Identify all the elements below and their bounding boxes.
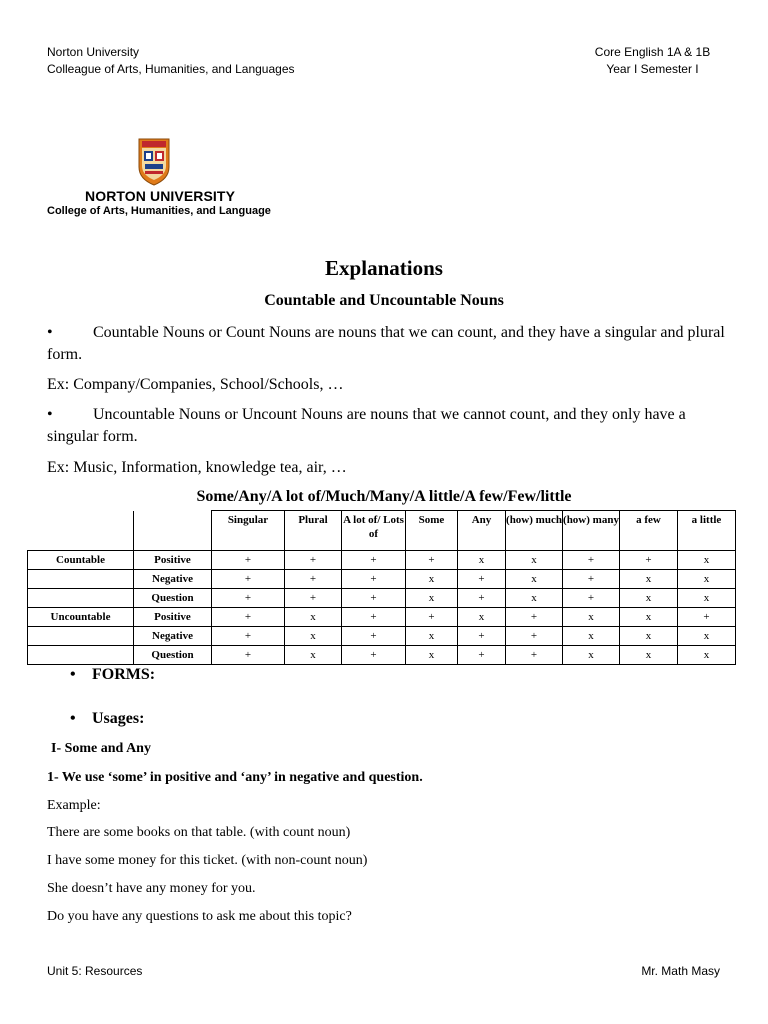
table-cell: x — [678, 646, 736, 665]
table-cell: + — [342, 608, 406, 627]
table-header-cell: Some — [406, 511, 458, 551]
header-university: Norton University — [47, 45, 140, 59]
table-row — [28, 551, 736, 570]
table-header-cell: Plural — [285, 511, 342, 551]
table-type-cell: Question — [134, 646, 212, 665]
countable-definition — [47, 322, 727, 366]
footer-unit: Unit 5: Resources — [47, 964, 143, 978]
table-cell: x — [458, 608, 506, 627]
table-cell: x — [620, 627, 678, 646]
table-header-cell: Singular — [212, 511, 285, 551]
table-group-cell — [28, 627, 134, 646]
table-row — [28, 627, 736, 646]
table-cell: + — [212, 627, 285, 646]
table-cell: + — [506, 608, 563, 627]
table-cell: x — [285, 646, 342, 665]
table-header-cell: a few — [620, 511, 678, 551]
table-title: Some/Any/A lot of/Much/Many/A little/A few/Few/little — [196, 488, 572, 505]
table-cell: + — [285, 570, 342, 589]
logo-university-name: NORTON UNIVERSITY — [85, 188, 236, 204]
bullet-marker: • — [47, 324, 53, 341]
section-heading: I- Some and Any — [51, 741, 151, 756]
table-type-cell: Negative — [134, 627, 212, 646]
table-cell: x — [285, 627, 342, 646]
example-sentence: I have some money for this ticket. (with non-count noun) — [47, 853, 368, 868]
table-cell: + — [212, 608, 285, 627]
header-course: Core English 1A & 1B — [594, 45, 711, 59]
example-label: Example: — [47, 798, 101, 813]
table-cell: x — [620, 646, 678, 665]
table-cell: x — [406, 570, 458, 589]
usages-item — [70, 710, 144, 728]
table-cell: x — [620, 608, 678, 627]
table-cell: x — [406, 589, 458, 608]
header-college: Colleague of Arts, Humanities, and Languages — [47, 62, 295, 76]
quantifier-table — [27, 510, 736, 665]
logo-college-name: College of Arts, Humanities, and Language — [47, 205, 271, 217]
table-cell: + — [342, 646, 406, 665]
table-type-cell: Question — [134, 589, 212, 608]
table-header-cell: a little — [678, 511, 736, 551]
table-cell: + — [342, 589, 406, 608]
countable-definition-text: Countable Nouns or Count Nouns are nouns that we can count, and they have a singular and plural form. — [47, 324, 725, 363]
table-header-cell: (how) much — [506, 511, 563, 551]
table-cell: + — [406, 608, 458, 627]
page-subtitle: Countable and Uncountable Nouns — [264, 292, 504, 309]
university-crest-icon — [137, 137, 171, 187]
table-cell: + — [285, 551, 342, 570]
table-cell: + — [563, 551, 620, 570]
table-group-cell — [28, 646, 134, 665]
table-cell: x — [458, 551, 506, 570]
table-row — [28, 589, 736, 608]
table-cell: + — [342, 627, 406, 646]
table-row — [28, 570, 736, 589]
table-group-cell: Uncountable — [28, 608, 134, 627]
table-cell: + — [563, 570, 620, 589]
table-blank-cell — [134, 511, 212, 551]
table-cell: + — [458, 646, 506, 665]
table-type-cell: Positive — [134, 551, 212, 570]
uncountable-definition — [47, 404, 727, 448]
table-cell: + — [406, 551, 458, 570]
table-header-cell: Any — [458, 511, 506, 551]
table-cell: + — [458, 589, 506, 608]
table-row — [28, 608, 736, 627]
table-cell: x — [620, 570, 678, 589]
table-cell: x — [563, 608, 620, 627]
table-cell: + — [212, 551, 285, 570]
table-group-cell — [28, 570, 134, 589]
table-header-row — [28, 511, 736, 551]
forms-item — [70, 666, 155, 684]
table-cell: + — [342, 551, 406, 570]
table-cell: x — [678, 589, 736, 608]
table-cell: x — [406, 627, 458, 646]
uncountable-definition-text: Uncountable Nouns or Uncount Nouns are nouns that we cannot count, and they only have a singular form. — [47, 406, 686, 445]
table-cell: + — [506, 646, 563, 665]
example-sentence: Do you have any questions to ask me about this topic? — [47, 909, 352, 924]
bullet-marker: • — [70, 710, 76, 727]
uncountable-example: Ex: Music, Information, knowledge tea, air, … — [47, 459, 347, 476]
header-right — [560, 44, 745, 78]
forms-label: FORMS: — [92, 666, 156, 683]
table-cell: x — [506, 589, 563, 608]
table-cell: x — [678, 570, 736, 589]
table-cell: x — [563, 646, 620, 665]
table-cell: x — [563, 627, 620, 646]
table-cell: + — [212, 589, 285, 608]
usages-label: Usages: — [92, 710, 145, 727]
table-cell: x — [620, 589, 678, 608]
table-cell: + — [458, 627, 506, 646]
table-cell: x — [406, 646, 458, 665]
table-cell: + — [342, 570, 406, 589]
table-cell: + — [563, 589, 620, 608]
bullet-marker: • — [70, 666, 76, 683]
table-header-cell: A lot of/ Lots of — [342, 511, 406, 551]
example-sentence: There are some books on that table. (with count noun) — [47, 825, 351, 840]
table-cell: x — [678, 627, 736, 646]
table-cell: + — [678, 608, 736, 627]
example-sentence: She doesn’t have any money for you. — [47, 881, 256, 896]
table-cell: + — [620, 551, 678, 570]
table-cell: + — [285, 589, 342, 608]
table-type-cell: Negative — [134, 570, 212, 589]
header-semester: Year I Semester I — [606, 62, 699, 76]
table-group-cell — [28, 589, 134, 608]
table-cell: + — [212, 570, 285, 589]
section-rule: 1- We use ‘some’ in positive and ‘any’ in negative and question. — [47, 770, 423, 785]
bullet-marker: • — [47, 406, 53, 423]
footer-author: Mr. Math Masy — [641, 964, 720, 978]
page-title: Explanations — [325, 256, 443, 280]
table-cell: x — [506, 551, 563, 570]
table-row — [28, 646, 736, 665]
table-group-cell: Countable — [28, 551, 134, 570]
countable-example: Ex: Company/Companies, School/Schools, … — [47, 376, 344, 393]
table-cell: x — [285, 608, 342, 627]
table-cell: x — [678, 551, 736, 570]
table-blank-cell — [28, 511, 134, 551]
table-cell: + — [506, 627, 563, 646]
table-cell: + — [212, 646, 285, 665]
table-header-cell: (how) many — [563, 511, 620, 551]
table-type-cell: Positive — [134, 608, 212, 627]
table-cell: + — [458, 570, 506, 589]
table-cell: x — [506, 570, 563, 589]
header-left — [47, 44, 295, 78]
